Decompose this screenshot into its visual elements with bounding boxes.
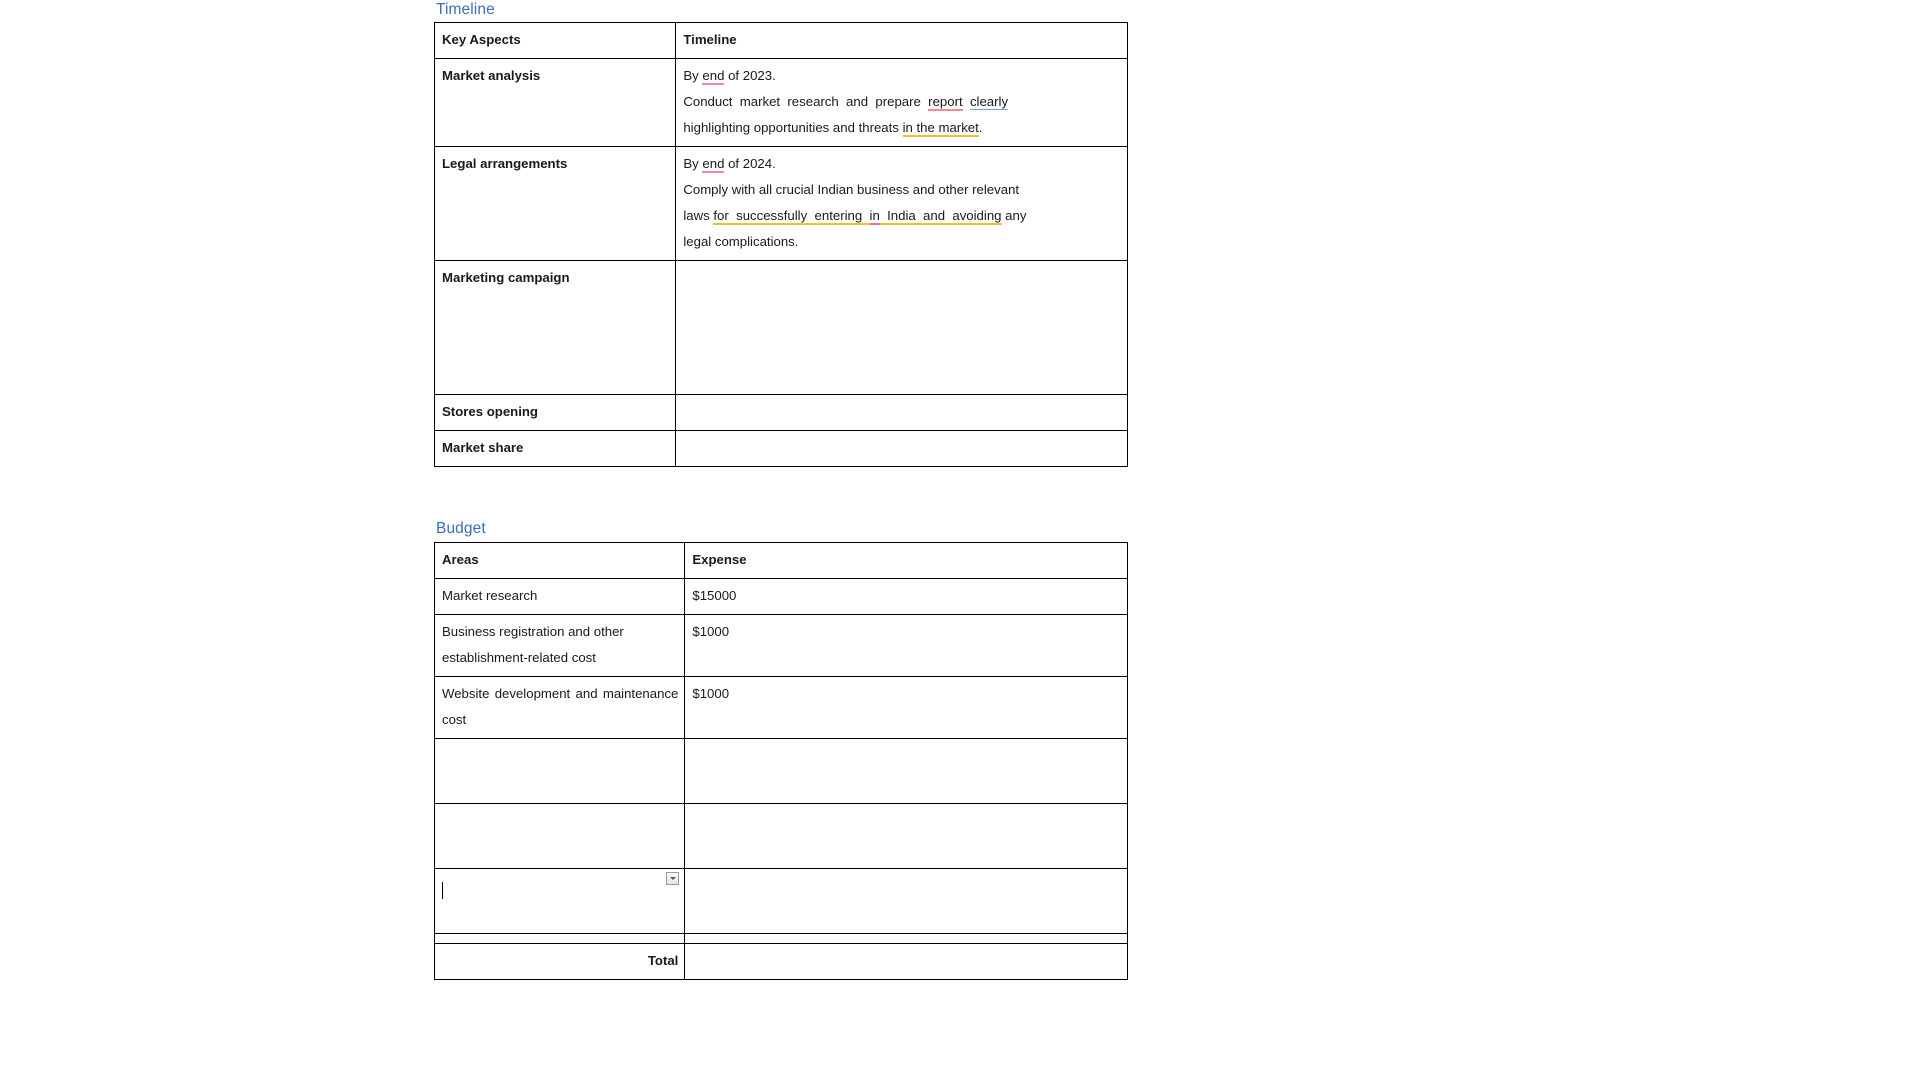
- cell-value-marketing-campaign[interactable]: [676, 261, 1128, 395]
- table-row: [435, 868, 1128, 933]
- text-run: .: [978, 120, 983, 136]
- cell-expense-empty-3[interactable]: [685, 933, 1128, 943]
- budget-table: [434, 542, 1128, 980]
- table-row-header: [435, 542, 1128, 578]
- text-run: any: [1001, 208, 1027, 224]
- text-run: legal complications.: [683, 234, 799, 250]
- text-run-marked-yellow: India and avoiding: [879, 208, 1002, 224]
- text-run-marked-pink: in: [869, 208, 880, 224]
- cell-value-market-share[interactable]: [676, 431, 1128, 467]
- chevron-down-icon[interactable]: [666, 872, 679, 885]
- column-header-expense: Expense: [685, 542, 1128, 578]
- section-heading-timeline: Timeline: [436, 1, 495, 18]
- table-row-header: [435, 23, 1128, 59]
- text-cursor-icon: [442, 882, 443, 899]
- table-row: [435, 933, 1128, 943]
- section-spacer: [434, 467, 1134, 519]
- text-run: laws: [683, 208, 714, 224]
- cell-line: [683, 151, 1121, 177]
- timeline-table: [434, 22, 1128, 467]
- table-row: [435, 738, 1128, 803]
- table-row: [435, 395, 1128, 431]
- cell-key-legal-arrangements[interactable]: Legal arrangements: [435, 147, 676, 261]
- cell-area-empty-1[interactable]: [435, 738, 685, 803]
- document-body: [434, 0, 1134, 980]
- text-run-marked-blue: clearly: [969, 94, 1009, 110]
- table-row: [435, 59, 1128, 147]
- table-row: [435, 943, 1128, 979]
- column-header-key-aspects: Key Aspects: [435, 23, 676, 59]
- text-run-marked-pink: report: [928, 94, 963, 110]
- text-run: [963, 94, 970, 109]
- cell-area-business-registration[interactable]: Business registration and other establishment-related cost: [435, 614, 685, 676]
- table-row: [435, 261, 1128, 395]
- cell-value-legal-arrangements[interactable]: [676, 147, 1128, 261]
- cell-expense-market-research[interactable]: $15000: [685, 578, 1128, 614]
- section-heading-budget: Budget: [436, 520, 486, 538]
- cell-key-marketing-campaign[interactable]: Marketing campaign: [435, 261, 676, 395]
- cell-value-stores-opening[interactable]: [676, 395, 1128, 431]
- cell-area-market-research[interactable]: Market research: [435, 578, 685, 614]
- text-run: of 2024.: [724, 156, 776, 172]
- cell-line: [683, 203, 1121, 229]
- cell-key-market-analysis[interactable]: Market analysis: [435, 59, 676, 147]
- cell-line: [683, 229, 1121, 255]
- text-run: Comply with all crucial Indian business and other relevant: [683, 182, 1020, 198]
- table-row: [435, 614, 1128, 676]
- cell-key-market-share[interactable]: Market share: [435, 431, 676, 467]
- column-header-areas: Areas: [435, 542, 685, 578]
- text-run: of 2023.: [724, 68, 776, 84]
- cell-area-total[interactable]: Total: [435, 943, 685, 979]
- text-run-marked-pink: end: [702, 68, 725, 84]
- text-run: highlighting opportunities and threats: [683, 120, 903, 136]
- cell-line: [683, 63, 1121, 89]
- cell-expense-empty-2[interactable]: [685, 803, 1128, 868]
- cell-line: [683, 177, 1121, 203]
- column-header-timeline: Timeline: [676, 23, 1128, 59]
- cell-expense-total[interactable]: [685, 943, 1128, 979]
- table-row: [435, 803, 1128, 868]
- text-run-marked-yellow: in the market: [902, 120, 979, 136]
- text-run: By: [683, 68, 703, 84]
- cell-area-content-control[interactable]: [435, 868, 685, 933]
- table-row: [435, 578, 1128, 614]
- table-row: [435, 676, 1128, 738]
- caret-glyph: [670, 877, 676, 880]
- cell-area-website-development[interactable]: Website development and maintenance cost: [435, 676, 685, 738]
- cell-expense-business-registration[interactable]: $1000: [685, 614, 1128, 676]
- cell-key-stores-opening[interactable]: Stores opening: [435, 395, 676, 431]
- text-run-marked-pink: end: [702, 156, 725, 172]
- table-row: [435, 147, 1128, 261]
- cell-line: [683, 89, 1121, 115]
- text-run-marked-yellow: for successfully entering: [713, 208, 870, 224]
- cell-value-market-analysis[interactable]: [676, 59, 1128, 147]
- cell-expense-website-development[interactable]: $1000: [685, 676, 1128, 738]
- cell-expense-content-control[interactable]: [685, 868, 1128, 933]
- text-run: By: [683, 156, 703, 172]
- cell-line: [683, 115, 1121, 141]
- cell-expense-empty-1[interactable]: [685, 738, 1128, 803]
- cell-area-empty-2[interactable]: [435, 803, 685, 868]
- cell-area-empty-3[interactable]: [435, 933, 685, 943]
- table-row: [435, 431, 1128, 467]
- text-run: Conduct market research and prepare: [683, 94, 929, 110]
